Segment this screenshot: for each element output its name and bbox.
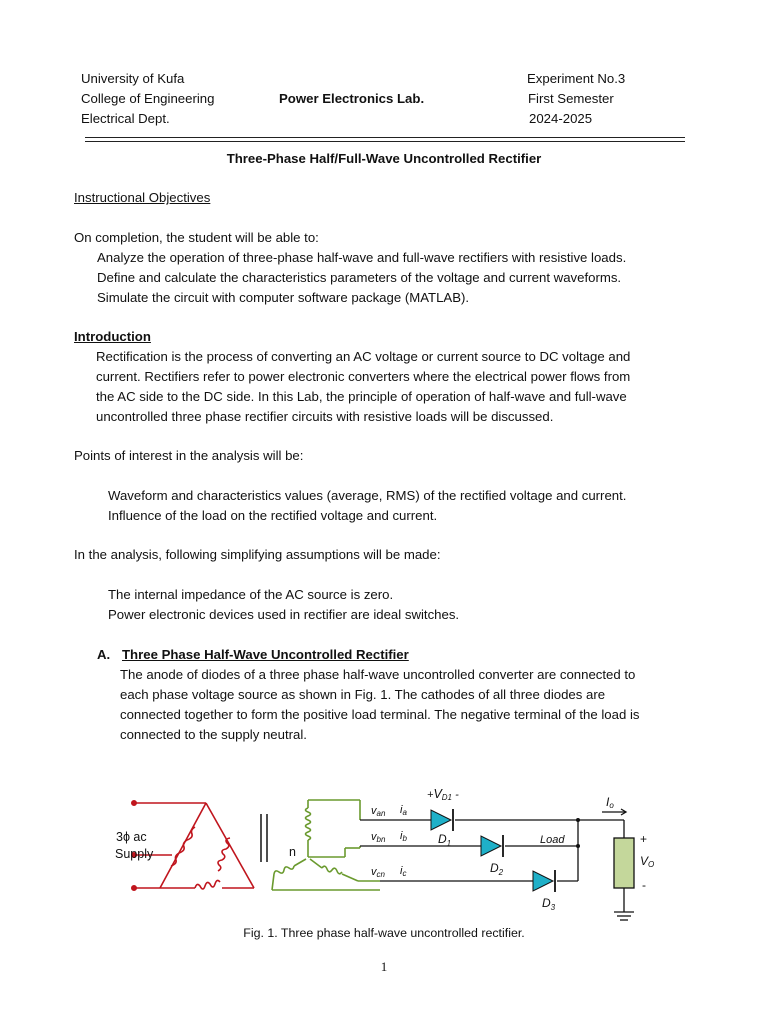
objective-item: Analyze the operation of three-phase half-wave and full-wave rectifiers with resistive loads. [97, 250, 627, 265]
ia-label: ia [400, 804, 407, 817]
section-a-heading: Three Phase Half-Wave Uncontrolled Rectifier [122, 647, 409, 662]
header-lab-name: Power Electronics Lab. [279, 91, 425, 106]
points-item: Waveform and characteristics values (average, RMS) of the rectified voltage and current. [108, 488, 627, 503]
section-a-line: The anode of diodes of a three phase half-wave uncontrolled converter are connected to [120, 667, 636, 682]
load-label: Load [540, 834, 565, 846]
objectives-heading: Instructional Objectives [74, 190, 211, 205]
header-college: College of Engineering [81, 91, 215, 106]
d1-label: $D_1$ [438, 832, 452, 848]
primary-delta-winding [132, 801, 254, 890]
introduction-line: current. Rectifiers refer to power electronic converters where the electrical power flows from [96, 369, 631, 384]
vcn-label: vcn [371, 866, 385, 879]
section-a-line: connected together to form the positive load terminal. The negative terminal of the load is [120, 707, 640, 722]
points-item: Influence of the load on the rectified voltage and current. [108, 508, 438, 523]
minus-sign: - [642, 878, 646, 892]
section-a-label: A. [97, 647, 111, 662]
assumptions-item: The internal impedance of the AC source is zero. [108, 587, 394, 602]
introduction-line: the AC side to the DC side. In this Lab, the principle of operation of half-wave and full-wave [96, 389, 627, 404]
van-label: van [371, 805, 386, 818]
diode-d3 [533, 870, 555, 892]
vo-label: VO [640, 854, 655, 869]
header-university: University of Kufa [81, 71, 185, 86]
d2-label: $D_2$ [490, 861, 504, 877]
vbn-label: vbn [371, 831, 386, 844]
introduction-line: Rectification is the process of converting an AC voltage or current source to DC voltage and [96, 349, 631, 364]
section-a-line: each phase voltage source as shown in Fig. 1. The cathodes of all three diodes are [120, 687, 606, 702]
page-number: 1 [380, 959, 388, 974]
introduction-line: uncontrolled three phase rectifier circuits with resistive loads will be discussed. [96, 409, 554, 424]
io-label: Io [606, 795, 614, 810]
vd1-label: +VD1 - [427, 787, 459, 802]
introduction-heading: Introduction [74, 329, 151, 344]
diode-d2 [481, 835, 503, 857]
assumptions-intro: In the analysis, following simplifying assumptions will be made: [74, 547, 441, 562]
plus-sign: + [640, 832, 648, 846]
ic-label: ic [400, 865, 407, 878]
diode-d1 [431, 809, 453, 831]
supply-label: 3ϕ ac [116, 830, 147, 844]
header-year: 2024-2025 [529, 111, 593, 126]
header-department: Electrical Dept. [81, 111, 170, 126]
ib-label: ib [400, 830, 407, 843]
document-title: Three-Phase Half/Full-Wave Uncontrolled Rectifier [226, 151, 542, 166]
header-semester: First Semester [528, 91, 614, 106]
neutral-label: n [289, 845, 296, 859]
header-experiment-no: Experiment No.3 [527, 71, 626, 86]
objective-item: Simulate the circuit with computer software package (MATLAB). [97, 290, 470, 305]
objective-item: Define and calculate the characteristics parameters of the voltage and current waveforms. [97, 270, 622, 285]
assumptions-item: Power electronic devices used in rectifier are ideal switches. [108, 607, 460, 622]
figure-caption: Fig. 1. Three phase half-wave uncontrolled rectifier. [243, 926, 525, 940]
objectives-intro: On completion, the student will be able to: [74, 230, 319, 245]
section-a-line: connected to the supply neutral. [120, 727, 307, 742]
load-resistor [614, 838, 634, 888]
d3-label: $D_3$ [542, 896, 556, 912]
supply-label: Supply [115, 847, 154, 861]
points-intro: Points of interest in the analysis will be: [74, 448, 304, 463]
